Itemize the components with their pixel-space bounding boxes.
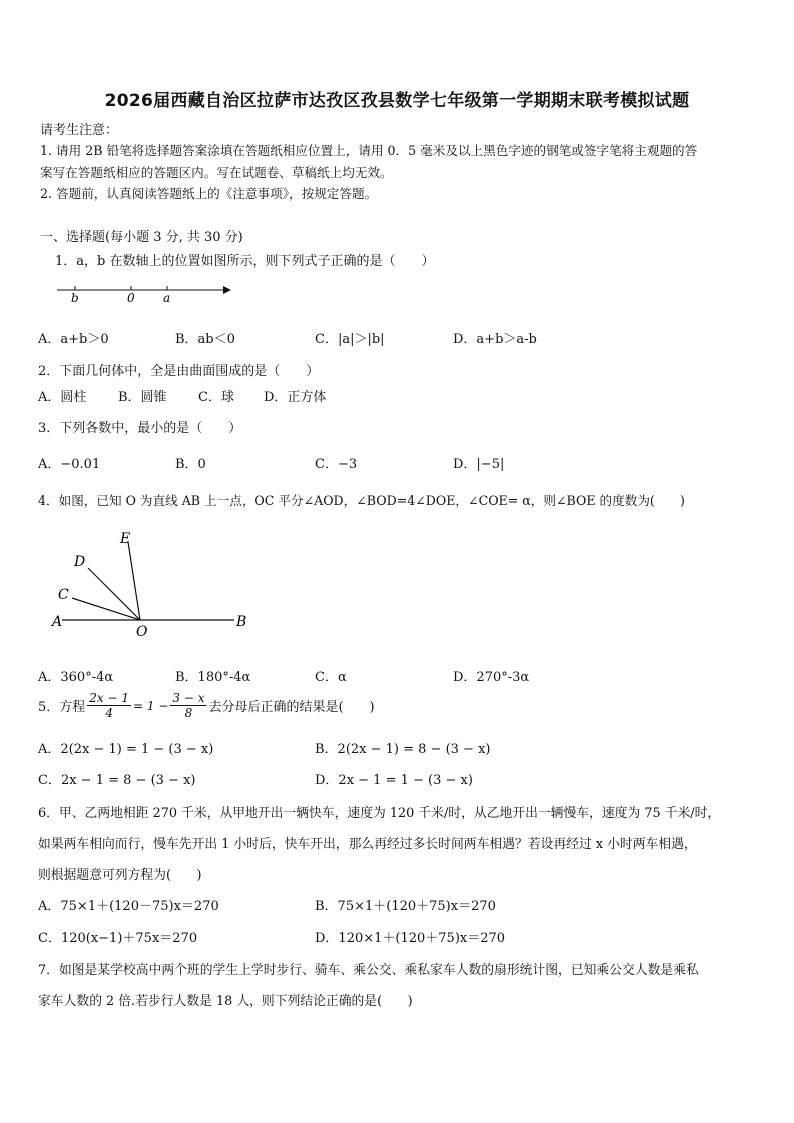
- q5-frac1-denominator: 4: [105, 706, 113, 720]
- q4-stem: 4．如图，已知 O 为直线 AB 上一点，OC 平分∠AOD，∠BOD=4∠DOE，∠COE= α，则∠BOE 的度数为( ): [38, 493, 685, 508]
- exam-title: 2026届西藏自治区拉萨市达孜区孜县数学七年级第一学期期末联考模拟试题: [104, 91, 690, 111]
- point-label-o: O: [136, 624, 148, 640]
- q6-option-a[interactable]: A．75×1＋(120－75)x＝270: [38, 899, 219, 914]
- q5-option-a[interactable]: A．2(2x − 1) = 1 − (3 − x): [38, 742, 214, 757]
- q2-option-c[interactable]: C．球: [198, 390, 234, 405]
- q1-option-d[interactable]: D．a+b＞a-b: [453, 332, 537, 347]
- point-label-c: C: [58, 587, 69, 603]
- q5-option-d[interactable]: D．2x − 1 = 1 − (3 − x): [315, 773, 473, 788]
- q4-option-b[interactable]: B．180°-4α: [175, 670, 251, 685]
- q3-option-b[interactable]: B．0: [175, 457, 206, 472]
- q5-fraction-2: [170, 691, 206, 720]
- q1-stem: 1．a，b 在数轴上的位置如图所示，则下列式子正确的是（ ）: [55, 254, 435, 269]
- q4-option-a[interactable]: A．360°-4α: [38, 670, 114, 685]
- q5-fraction-1: [87, 691, 131, 720]
- q3-stem: 3．下列各数中，最小的是（ ）: [38, 421, 242, 436]
- q3-option-c[interactable]: C．−3: [315, 457, 358, 472]
- q5-stem-suffix: 去分母后正确的结果是( ): [208, 700, 375, 715]
- q4-option-c[interactable]: C．α: [315, 670, 347, 685]
- q2-option-a[interactable]: A．圆柱: [38, 390, 87, 405]
- q1-option-c[interactable]: C．|a|＞|b|: [315, 332, 385, 347]
- section-heading: 一、选择题(每小题 3 分, 共 30 分): [40, 230, 243, 245]
- ray-oe: [128, 542, 140, 620]
- q6-line-2: 如果两车相向而行，慢车先开出 1 小时后，快车开出，那么再经过多长时间两车相遇？若设再经过 x 小时两车相遇，: [38, 837, 697, 852]
- point-label-d: D: [74, 554, 86, 570]
- q5-stem-mid: = 1 −: [133, 698, 169, 713]
- q3-option-d[interactable]: D．|−5|: [453, 457, 505, 472]
- q6-option-d[interactable]: D．120×1＋(120＋75)x＝270: [315, 931, 506, 946]
- notice-line-1: 1. 请用 2B 铅笔将选择题答案涂填在答题纸相应位置上，请用 0．5 毫米及以上黑色字迹的钢笔或签字笔将主观题的答: [40, 143, 698, 158]
- q7-line-1: 7．如图是某学校高中两个班的学生上学时步行、骑车、乘公交、乘私家车人数的扇形统计图，已知乘公交人数是乘私: [38, 963, 699, 978]
- point-label-e: E: [120, 531, 131, 547]
- point-label-b: B: [236, 614, 247, 630]
- q3-option-a[interactable]: A．−0.01: [38, 457, 101, 472]
- q7-line-2: 家车人数的 2 倍.若步行人数是 18 人，则下列结论正确的是( ): [38, 994, 413, 1009]
- q2-stem: 2．下面几何体中，全是由曲面围成的是（ ）: [38, 364, 320, 379]
- q4-option-d[interactable]: D．270°-3α: [453, 670, 530, 685]
- q6-line-3: 则根据题意可列方程为( ): [38, 868, 202, 883]
- q5-option-c[interactable]: C．2x − 1 = 8 − (3 − x): [38, 773, 196, 788]
- axis-label-a: a: [163, 291, 171, 305]
- notice-line-3: 2. 答题前，认真阅读答题纸上的《注意事项》，按规定答题。: [40, 186, 378, 201]
- q5-frac2-numerator: 3 − x: [172, 691, 205, 705]
- q5-frac1-numerator: 2x − 1: [89, 691, 130, 705]
- q5-option-b[interactable]: B．2(2x − 1) = 8 − (3 − x): [315, 742, 491, 757]
- axis-label-b: b: [71, 291, 79, 305]
- q6-option-c[interactable]: C．120(x−1)＋75x＝270: [38, 931, 198, 946]
- q2-option-d[interactable]: D．正方体: [264, 390, 327, 405]
- q1-option-b[interactable]: B．ab＜0: [175, 332, 235, 347]
- q6-option-b[interactable]: B．75×1＋(120＋75)x＝270: [315, 899, 496, 914]
- q5-stem: [38, 691, 375, 720]
- q1-option-a[interactable]: A．a+b＞0: [38, 332, 109, 347]
- axis-label-0: 0: [127, 291, 135, 305]
- q5-stem-prefix: 5．方程: [38, 700, 86, 715]
- q5-frac2-denominator: 8: [184, 706, 193, 720]
- q1-number-line-figure: [55, 282, 235, 310]
- point-label-a: A: [52, 614, 63, 630]
- axis-arrow-icon: [223, 286, 231, 294]
- q4-angle-figure: [48, 528, 258, 647]
- notice-line-2: 案写在答题纸相应的答题区内。写在试题卷、草稿纸上均无效。: [40, 165, 393, 180]
- q6-line-1: 6．甲、乙两地相距 270 千米，从甲地开出一辆快车，速度为 120 千米/时，从乙地开出一辆慢车，速度为 75 千米/时，: [38, 806, 721, 821]
- notice-heading: 请考生注意：: [40, 123, 119, 138]
- q2-option-b[interactable]: B．圆锥: [118, 390, 167, 405]
